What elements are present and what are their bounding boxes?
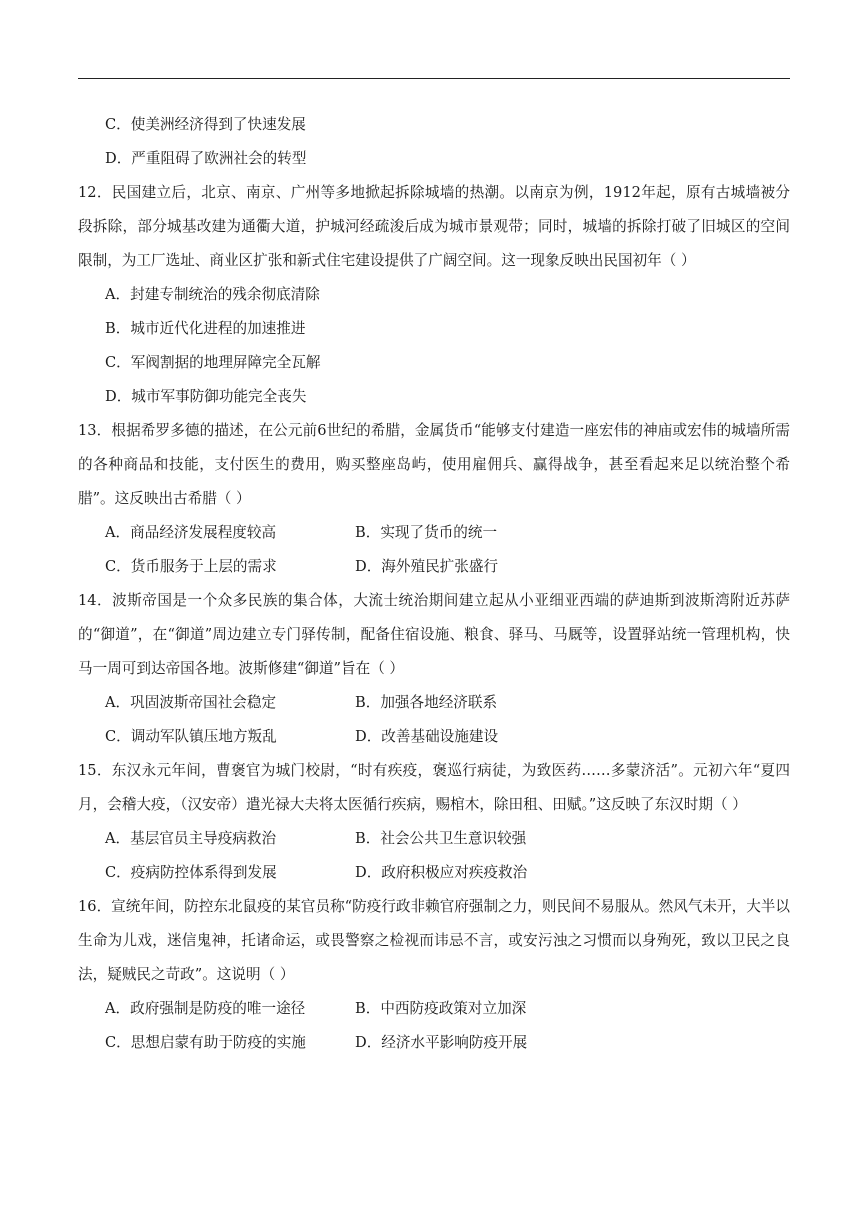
- option-b[interactable]: B．社会公共卫生意识较强: [355, 830, 527, 847]
- option-d[interactable]: D．严重阻碍了欧洲社会的转型: [105, 150, 307, 167]
- option-b[interactable]: B．中西防疫政策对立加深: [355, 1000, 527, 1017]
- option-c[interactable]: C．思想启蒙有助于防疫的实施: [105, 1034, 306, 1051]
- option-a[interactable]: A．封建专制统治的残余彻底清除: [105, 286, 320, 303]
- option-d[interactable]: D．改善基础设施建设: [355, 728, 499, 745]
- options-row: [78, 686, 790, 720]
- question-stem: 12．民国建立后，北京、南京、广州等多地掀起拆除城墙的热潮。以南京为例，1912年起，原有古城墙被分段拆除，部分城基改建为通衢大道，护城河经疏浚后成为城市景观带；同时，城墙的拆除打破了旧城区的空间限制，为工厂选址、商业区扩张和新式住宅建设提供了广阔空间。这一现象反映出民国初年（ ）: [78, 184, 790, 269]
- options-row: [78, 720, 790, 754]
- question-stem: 13．根据希罗多德的描述，在公元前6世纪的希腊，金属货币“能够支付建造一座宏伟的神庙或宏伟的城墙所需的各种商品和技能，支付医生的费用，购买整座岛屿，使用雇佣兵、赢得战争，甚至看起来足以统治整个希腊”。这反映出古希腊（ ）: [78, 422, 790, 507]
- option-c[interactable]: C．疫病防控体系得到发展: [105, 864, 277, 881]
- question-stem: 15．东汉永元年间，曹褒官为城门校尉，“时有疾疫，褒巡行病徒，为致医药……多蒙济活”。元初六年“夏四月，会稽大疫，（汉安帝）遣光禄大夫将太医循行疾病，赐棺木，除田租、田赋。”这反映了东汉时期（ ）: [78, 762, 790, 813]
- options-row: [78, 516, 790, 550]
- option-b[interactable]: B．实现了货币的统一: [355, 524, 498, 541]
- option-a[interactable]: A．商品经济发展程度较高: [105, 524, 277, 541]
- options-row: [78, 550, 790, 584]
- option-c[interactable]: C．使美洲经济得到了快速发展: [105, 116, 306, 133]
- option-c[interactable]: C．货币服务于上层的需求: [105, 558, 277, 575]
- option-a[interactable]: A．基层官员主导疫病救治: [105, 830, 277, 847]
- options-row: [78, 856, 790, 890]
- question-13: [78, 414, 790, 584]
- question-stem: 16．宣统年间，防控东北鼠疫的某官员称“防疫行政非赖官府强制之力，则民间不易服从。然风气未开，大半以生命为儿戏，迷信鬼神，托诸命运，或畏警察之检视而讳忌不言，或安污浊之习惯而以身殉死，致以卫民之良法，疑贼民之苛政”。这说明（ ）: [78, 898, 790, 983]
- option-a[interactable]: A．政府强制是防疫的唯一途径: [105, 1000, 306, 1017]
- question-14: [78, 584, 790, 754]
- question-12: [78, 176, 790, 414]
- header-rule: [78, 78, 790, 79]
- option-d[interactable]: D．海外殖民扩张盛行: [355, 558, 499, 575]
- option-d[interactable]: D．经济水平影响防疫开展: [355, 1034, 528, 1051]
- question-stem: 14．波斯帝国是一个众多民族的集合体，大流士统治期间建立起从小亚细亚西端的萨迪斯到波斯湾附近苏萨的“御道”，在“御道”周边建立专门驿传制，配备住宿设施、粮食、驿马、马厩等，设置驿站统一管理机构，快马一周可到达帝国各地。波斯修建“御道”旨在（ ）: [78, 592, 790, 677]
- question-16: [78, 890, 790, 1060]
- option-d[interactable]: D．政府积极应对疾疫救治: [355, 864, 528, 881]
- question-15: [78, 754, 790, 890]
- option-b[interactable]: B．城市近代化进程的加速推进: [105, 320, 306, 337]
- options-row: [78, 1026, 790, 1060]
- option-b[interactable]: B．加强各地经济联系: [355, 694, 498, 711]
- option-c[interactable]: C．调动军队镇压地方叛乱: [105, 728, 277, 745]
- option-a[interactable]: A．巩固波斯帝国社会稳定: [105, 694, 277, 711]
- option-c[interactable]: C．军阀割据的地理屏障完全瓦解: [105, 354, 321, 371]
- options-row: [78, 822, 790, 856]
- options-row: [78, 992, 790, 1026]
- option-d[interactable]: D．城市军事防御功能完全丧失: [105, 388, 307, 405]
- question-page: [78, 108, 790, 1060]
